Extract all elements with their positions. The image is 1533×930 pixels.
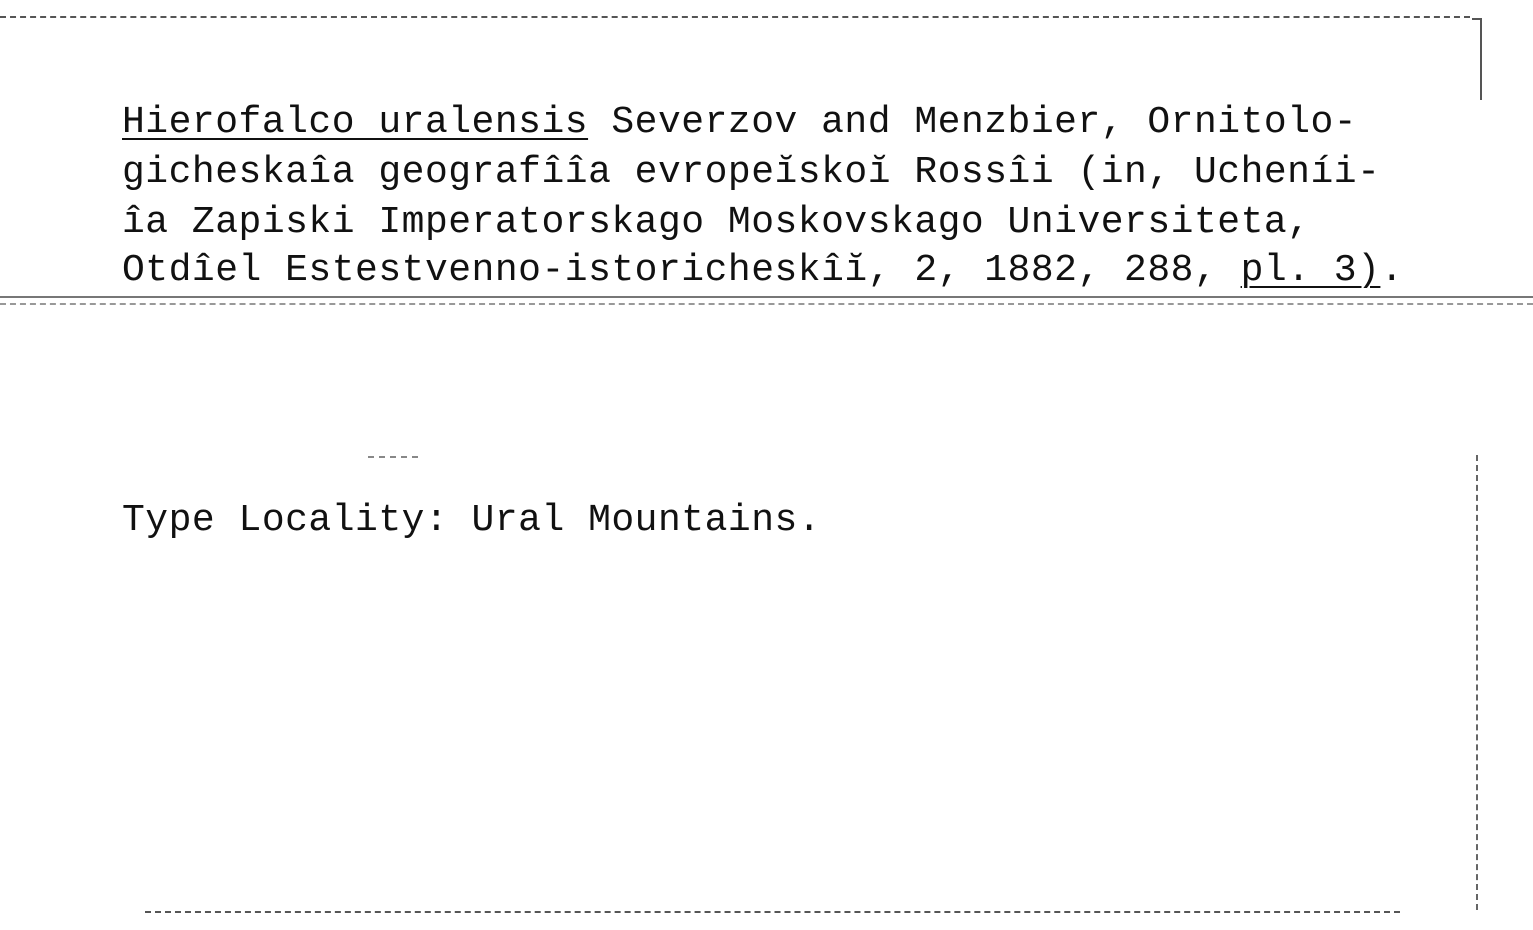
citation-line-4-main: Otdîel Estestvenno-istoricheskîĭ, 2, 1882, 288,: [122, 249, 1241, 292]
citation-line-2: gicheskaîa geografîîa evropeĭskoĭ Rossîi (in, Ucheníi-: [122, 151, 1381, 194]
citation-authors: Severzov and Menzbier, Ornitolo-: [588, 101, 1358, 144]
citation-line-3: îa Zapiski Imperatorskago Moskovskago Universiteta,: [122, 201, 1311, 244]
card-right-edge: [1476, 455, 1478, 910]
type-locality: Type Locality: Ural Mountains.: [122, 499, 822, 542]
citation-line-4: [122, 246, 1404, 296]
scientific-name: Hierofalco uralensis: [122, 101, 589, 144]
card-bottom-edge: [145, 911, 1400, 913]
plate-reference: pl. 3): [1240, 249, 1381, 292]
citation-rule-top: [0, 296, 1533, 298]
card-corner-right: [1472, 18, 1482, 100]
card-top-edge: [0, 16, 1470, 18]
citation-rule-bottom: [0, 303, 1533, 305]
citation-line-4-end: .: [1380, 249, 1404, 292]
stray-mark: [368, 456, 418, 458]
citation-line-1: [122, 98, 1357, 148]
